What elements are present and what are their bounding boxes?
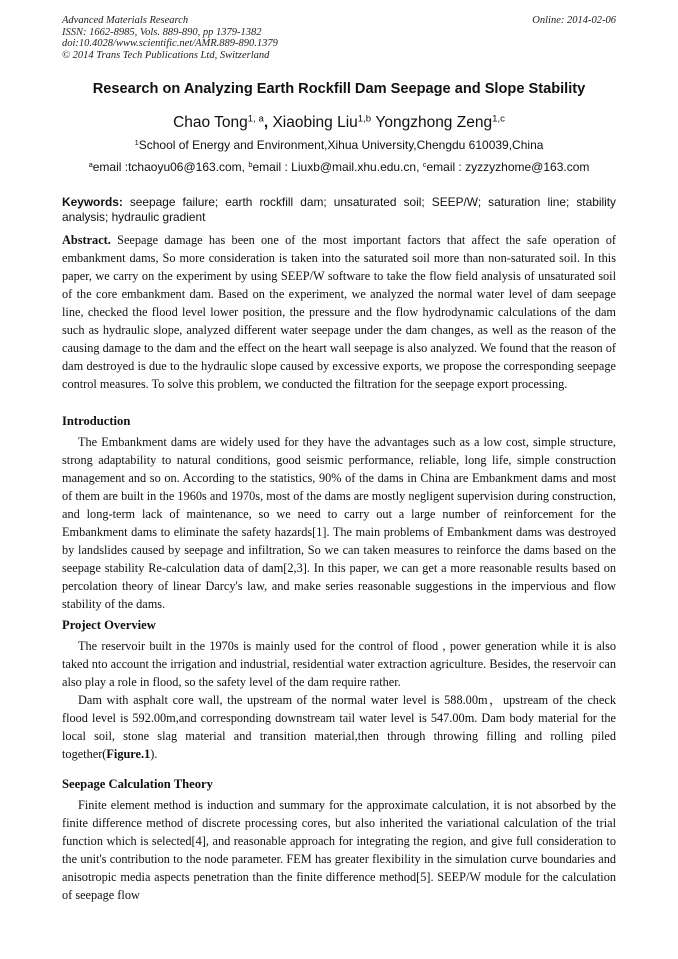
journal-copyright: © 2014 Trans Tech Publications Ltd, Switzerland [62,49,270,61]
journal-name: Advanced Materials Research [62,15,189,26]
theory-body [62,797,616,905]
paragraph-text: Dam with asphalt core wall, the upstream of the normal water level is 588.00m，upstream of the check flood level is 592.00m,and corresponding downstream tail water level is 547.00m. Dam body material for the local soil, stone slag material and transition material,then through throwing filling and rolling piled together( [62,692,616,761]
author-affiliation-mark: 1, a [247,113,264,125]
affiliation-mark: 1 [134,137,139,147]
introduction-body [62,434,616,614]
email-text: email : zyzzyzhome@163.com [426,160,590,174]
abstract-text: Seepage damage has been one of the most important factors that affect the safe operation of embankment dams, So more consideration is taken into the saturated soil more than non-saturated soil. In this paper, we carry on the experiment by using SEEP/W software to take the flow field analysis of unsaturated soil of the core embankment dam. Based on the experiment, we analyzed the normal water level of dam seepage line, checked the flood level lower position, the pressure and the flow hydrodynamic calculations of the dam such as hydraulic slope, analyzed different water seepage under the dam changes, as well as the reason of the causing damage to the dam and the effect on the heart wall seepage is also analyzed. We found that the reason of dam destroyed is due to the hydraulic slope caused by excessive exports, we propose the corresponding seepage control measures. To solve this problem, we conducted the filtration for the seepage export processing. [62,233,616,391]
author-name: Xiaobing Liu [272,114,358,131]
author-name: Chao Tong [173,114,248,131]
affiliation-text: School of Energy and Environment,Xihua University,Chengdu 610039,China [138,138,544,152]
online-date: Online: 2014-02-06 [532,15,616,26]
paragraph: The Embankment dams are widely used for they have the advantages such as a low cost, simple structure, strong adaptability to natural conditions, good seismic performance, reliable, long life, simple construction management and so on. According to the statistics, 90% of the dams in China are Embankment dams and most of them are built in the 1960s and 1970s, most of the dams are mostly negligent supervision during construction, and long-term lack of maintenance, so we need to carry out a large number of reinforcement for the Embankment dams to eliminate the safety hazards[1]. The main problems of Embankment dams was destroyed by landslides caused by seepage and infiltration, So we can taken measures to reinforce the dams based on the seepage stability Re-calculation data of dam[2,3]. In this paper, we can get a more reasonable results based on percolation theory of linear Darcy's law, and make series reasonable suggestions in the impervious and flow stability of the dams. [62,435,616,611]
email-mark: a [88,159,93,169]
author-affiliation-mark: 1,b [357,113,372,125]
email-text: email : Liuxb@mail.xhu.edu.cn, [252,160,423,174]
author-list [30,114,648,132]
keywords-text: seepage failure; earth rockfill dam; unsaturated soil; SEEP/W; saturation line; stability analysis; hydraulic gradient [62,195,616,224]
paragraph: Finite element method is induction and summary for the approximate calculation, it is not absorbed by the finite difference method of discrete processing cores, but also inherited the variational calculation of the trial function which is selected[4], and reasonable approach for integrating the region, and give full consideration to the unit's contribution to the node parameter. FEM has greater flexibility in the simulation curve boundaries and anisotropic media aspects penetration than the finite difference method[5]. SEEP/W module for the calculation of seepage flow [62,798,616,902]
section-heading-overview: Project Overview [62,618,156,632]
section-heading-theory: Seepage Calculation Theory [62,777,213,791]
paper-title: Research on Analyzing Earth Rockfill Dam Seepage and Slope Stability [92,81,586,97]
email-mark: c [422,159,427,169]
author-separator: , [263,114,273,131]
affiliation [30,138,648,152]
author-affiliation-mark: 1,c [492,113,505,125]
paragraph-text: ). [150,746,158,761]
paragraph: The reservoir built in the 1970s is mainly used for the control of flood , power generation while it is also taked nto account the irrigation and industrial, residential water extraction agriculture. Besides, the reservoir can also play a role in flood, so the safety level of the dam require rather. [62,639,616,689]
abstract-label: Abstract. [62,233,111,247]
email-mark: b [248,159,253,169]
journal-doi: doi:10.4028/www.scientific.net/AMR.889-890.1379 [62,38,278,49]
section-heading-introduction: Introduction [62,414,131,428]
journal-issn: ISSN: 1662-8985, Vols. 889-890, pp 1379-1382 [62,26,262,38]
abstract [62,232,616,394]
author-name: Yongzhong Zeng [375,114,493,131]
figure-reference: Figure.1 [106,746,151,761]
overview-body [62,638,616,764]
keywords [62,195,616,225]
email-text: email :tchaoyu06@163.com, [92,160,249,174]
journal-header [62,15,616,61]
keywords-label: Keywords: [62,195,123,209]
paragraph [62,692,616,764]
author-emails [30,160,648,174]
